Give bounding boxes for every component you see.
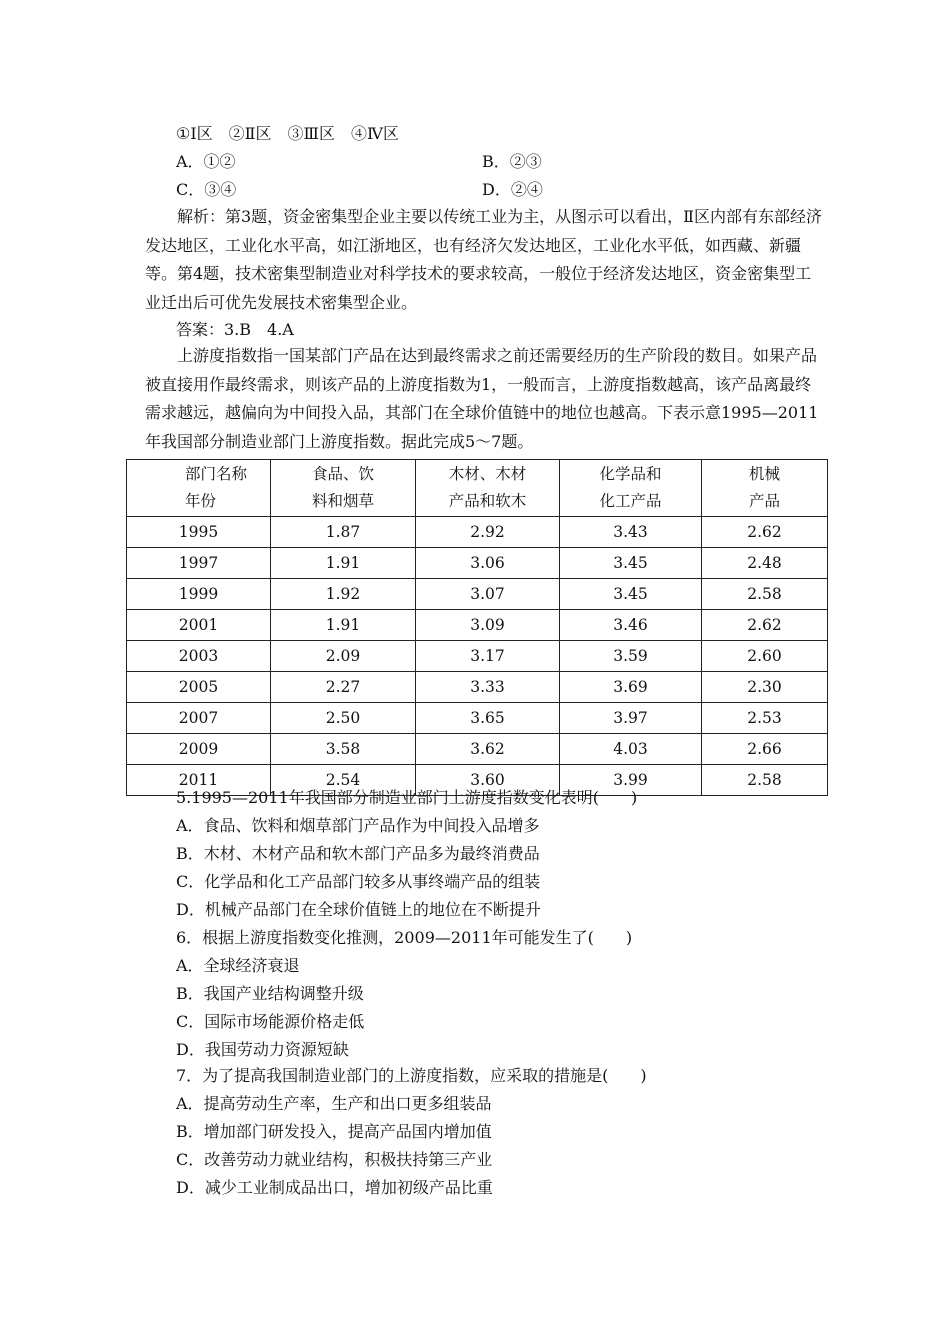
value-cell: 3.65 <box>416 703 560 734</box>
question-7-option-d: D．减少工业制成品出口，增加初级产品比重 <box>176 1178 493 1197</box>
corner-label-year: 年份 <box>185 492 217 510</box>
question-6-option-b: B．我国产业结构调整升级 <box>176 984 364 1003</box>
value-cell: 4.03 <box>560 734 702 765</box>
table-row <box>127 548 828 579</box>
value-cell: 2.62 <box>702 517 828 548</box>
question-5-option-d: D．机械产品部门在全球价值链上的地位在不断提升 <box>176 900 541 919</box>
year-cell: 1997 <box>127 548 271 579</box>
value-cell: 3.07 <box>416 579 560 610</box>
answer-line: 答案：3.B 4.A <box>176 320 294 339</box>
intro-paragraph: 上游度指数指一国某部门产品在达到最终需求之前还需要经历的生产阶段的数目。如果产品被直接用作最终需求，则该产品的上游度指数为1，一般而言，上游度指数越高，该产品离最终需求越远，越偏向为中间投入品，其部门在全球价值链中的地位也越高。下表示意1995—2011年我国部分制造业部门上游度指数。据此完成5～7题。 <box>145 346 819 451</box>
value-cell: 2.58 <box>702 765 828 796</box>
value-cell: 3.58 <box>271 734 416 765</box>
year-cell: 2009 <box>127 734 271 765</box>
year-cell: 1999 <box>127 579 271 610</box>
table-row <box>127 641 828 672</box>
value-cell: 1.87 <box>271 517 416 548</box>
year-cell: 2005 <box>127 672 271 703</box>
question-7-option-a: A．提高劳动生产率，生产和出口更多组装品 <box>176 1094 492 1113</box>
value-cell: 2.58 <box>702 579 828 610</box>
question-6-stem: 6．根据上游度指数变化推测，2009—2011年可能发生了( ) <box>176 928 633 947</box>
table-header-row <box>127 460 828 517</box>
value-cell: 3.43 <box>560 517 702 548</box>
year-cell: 2003 <box>127 641 271 672</box>
header-machinery: 机械 产品 <box>702 460 828 517</box>
value-cell: 3.99 <box>560 765 702 796</box>
value-cell: 3.69 <box>560 672 702 703</box>
option-b: B．②③ <box>482 152 542 171</box>
value-cell: 1.92 <box>271 579 416 610</box>
upstream-index-table <box>126 459 828 796</box>
corner-label-department: 部门名称 <box>185 465 248 483</box>
value-cell: 2.54 <box>271 765 416 796</box>
value-cell: 3.62 <box>416 734 560 765</box>
table-row <box>127 672 828 703</box>
question-5-stem: 5.1995—2011年我国部分制造业部门上游度指数变化表明( ) <box>176 788 638 807</box>
question-7-option-c: C．改善劳动力就业结构，积极扶持第三产业 <box>176 1150 493 1169</box>
value-cell: 2.53 <box>702 703 828 734</box>
question-5-option-a: A．食品、饮料和烟草部门产品作为中间投入品增多 <box>176 816 540 835</box>
value-cell: 2.50 <box>271 703 416 734</box>
value-cell: 2.60 <box>702 641 828 672</box>
option-d: D．②④ <box>482 180 543 199</box>
header-chemicals: 化学品和 化工产品 <box>560 460 702 517</box>
question-6-option-a: A．全球经济衰退 <box>176 956 300 975</box>
value-cell: 3.46 <box>560 610 702 641</box>
value-cell: 2.27 <box>271 672 416 703</box>
table-row <box>127 703 828 734</box>
analysis-paragraph: 解析：第3题，资金密集型企业主要以传统工业为主，从图示可以看出，Ⅱ区内部有东部经济发达地区，工业化水平高，如江浙地区，也有经济欠发达地区，工业化水平低，如西藏、新疆等。第4题，技术密集型制造业对科学技术的要求较高，一般位于经济发达地区，资金密集型工业迁出后可优先发展技术密集型企业。 <box>145 207 823 312</box>
value-cell: 3.06 <box>416 548 560 579</box>
value-cell: 3.97 <box>560 703 702 734</box>
area-options: ①Ⅰ区 ②Ⅱ区 ③Ⅲ区 ④Ⅳ区 <box>176 124 399 143</box>
value-cell: 2.48 <box>702 548 828 579</box>
option-c: C．③④ <box>176 180 237 199</box>
header-wood: 木材、木材 产品和软木 <box>416 460 560 517</box>
corner-header-cell <box>127 460 271 517</box>
year-cell: 2001 <box>127 610 271 641</box>
question-5-option-c: C．化学品和化工产品部门较多从事终端产品的组装 <box>176 872 541 891</box>
value-cell: 2.09 <box>271 641 416 672</box>
question-7-stem: 7．为了提高我国制造业部门的上游度指数，应采取的措施是( ) <box>176 1066 647 1085</box>
table-row <box>127 517 828 548</box>
question-7-option-b: B．增加部门研发投入，提高产品国内增加值 <box>176 1122 492 1141</box>
year-cell: 1995 <box>127 517 271 548</box>
value-cell: 1.91 <box>271 610 416 641</box>
value-cell: 2.62 <box>702 610 828 641</box>
value-cell: 3.45 <box>560 548 702 579</box>
value-cell: 3.60 <box>416 765 560 796</box>
value-cell: 3.45 <box>560 579 702 610</box>
table-row <box>127 579 828 610</box>
value-cell: 3.33 <box>416 672 560 703</box>
value-cell: 3.59 <box>560 641 702 672</box>
value-cell: 2.92 <box>416 517 560 548</box>
option-a: A．①② <box>176 152 236 171</box>
table-row <box>127 734 828 765</box>
value-cell: 3.17 <box>416 641 560 672</box>
header-food: 食品、饮 料和烟草 <box>271 460 416 517</box>
question-5-option-b: B．木材、木材产品和软木部门产品多为最终消费品 <box>176 844 540 863</box>
table-row <box>127 610 828 641</box>
year-cell: 2011 <box>127 765 271 796</box>
year-cell: 2007 <box>127 703 271 734</box>
question-6-option-c: C．国际市场能源价格走低 <box>176 1012 365 1031</box>
value-cell: 2.66 <box>702 734 828 765</box>
value-cell: 3.09 <box>416 610 560 641</box>
value-cell: 1.91 <box>271 548 416 579</box>
value-cell: 2.30 <box>702 672 828 703</box>
question-6-option-d: D．我国劳动力资源短缺 <box>176 1040 349 1059</box>
